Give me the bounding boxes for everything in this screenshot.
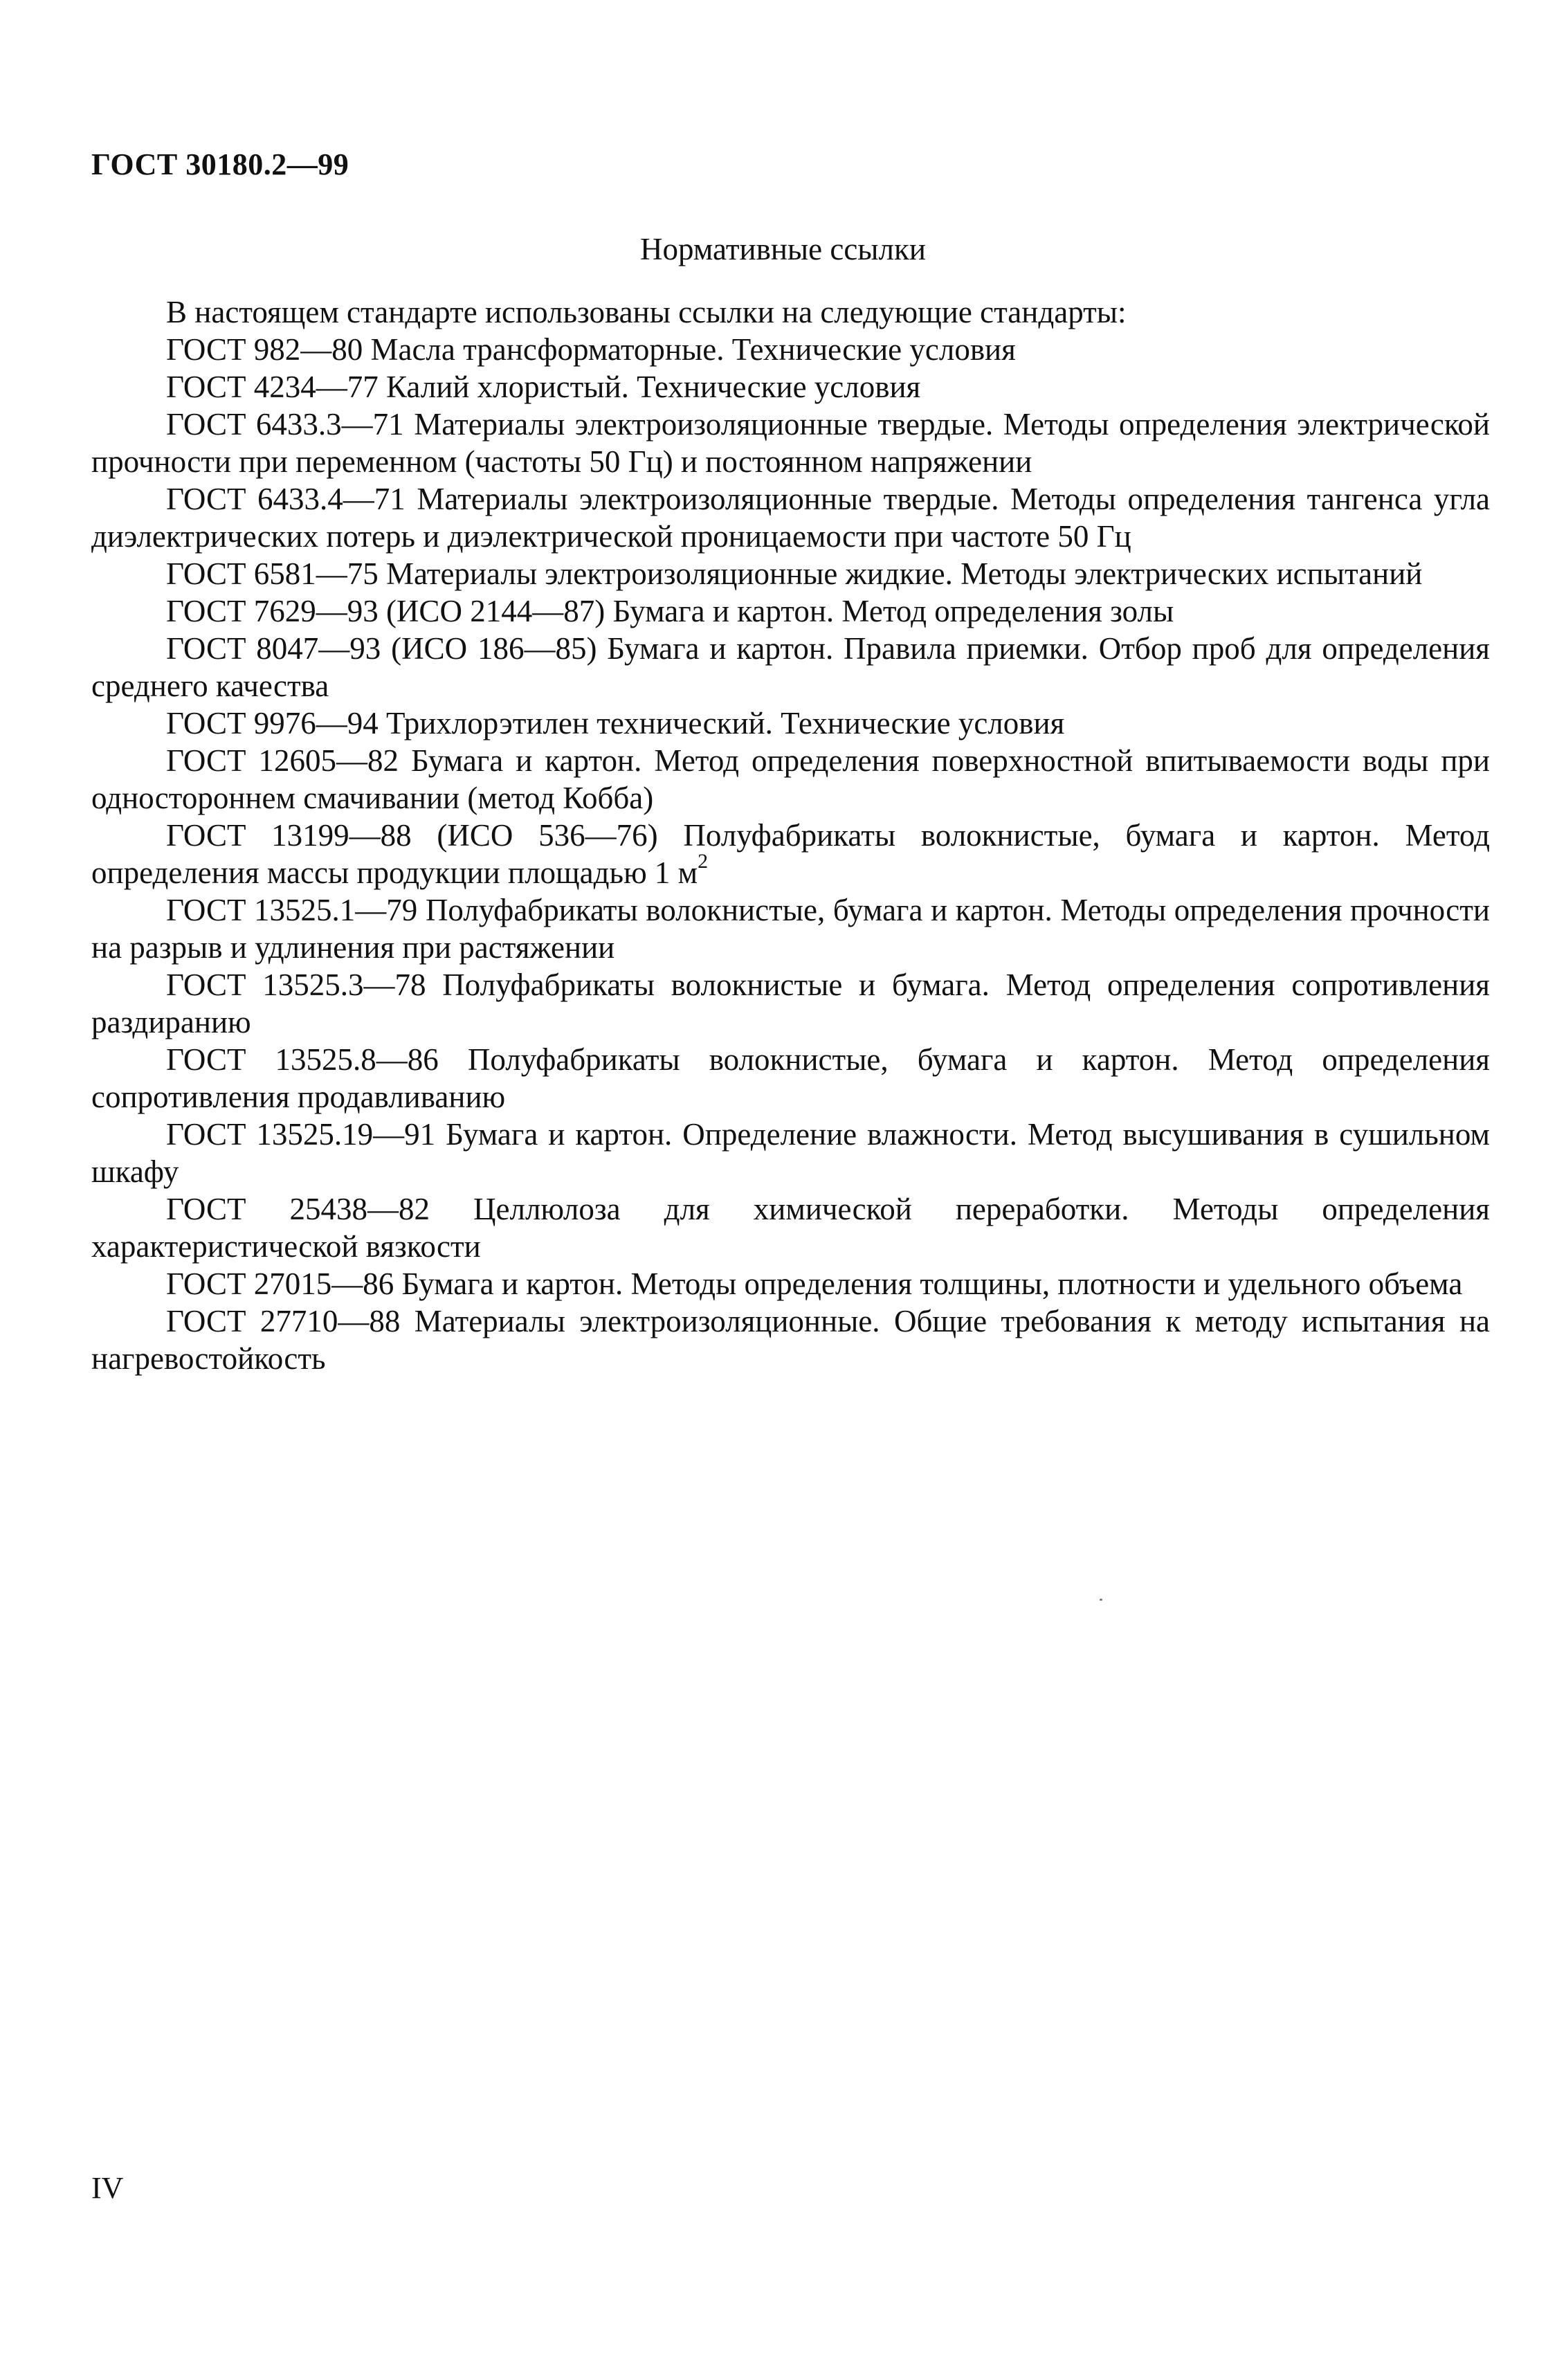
reference-item (91, 555, 1490, 592)
reference-number: ГОСТ 27015—86 (166, 1266, 394, 1301)
reference-title: Калий хлористый. Технические условия (385, 370, 921, 404)
reference-item (91, 1116, 1490, 1190)
reference-item (91, 891, 1490, 966)
reference-number: ГОСТ 4234—77 (166, 370, 379, 404)
reference-title: Бумага и картон. Правила приемки. Отбор проб для определения среднего качества (91, 631, 1490, 703)
references-intro: В настоящем стандарте использованы ссылки на следующие стандарты: (166, 295, 1127, 329)
reference-title: Полуфабрикаты волокнистые, бумага и картон. Методы определения прочности на разрыв и удлинения при растяжении (91, 893, 1491, 965)
page-number: IV (91, 2171, 124, 2205)
reference-number: ГОСТ 982—80 (166, 332, 363, 367)
reference-title: Бумага и картон. Метод определения золы (612, 594, 1174, 628)
reference-title: Материалы электроизоляционные твердые. Методы определения электрической прочности при переменном (частоты 50 Гц) и постоянном напряжении (91, 407, 1490, 479)
reference-number: ГОСТ 13525.8—86 (166, 1042, 439, 1077)
reference-title: Материалы электроизоляционные. Общие требования к методу испытания на нагревостойкость (91, 1304, 1490, 1376)
reference-title: Бумага и картон. Определение влажности. Метод высушивания в сушильном шкафу (91, 1117, 1490, 1189)
references-section (91, 293, 1490, 1377)
reference-title: Полуфабрикаты волокнистые, бумага и картон. Метод определения сопротивления продавливанию (91, 1042, 1490, 1114)
reference-item (91, 1041, 1490, 1116)
reference-item (91, 480, 1490, 555)
reference-number: ГОСТ 8047—93 (ИСО 186—85) (166, 631, 597, 666)
reference-number: ГОСТ 6581—75 (166, 556, 379, 591)
reference-superscript: 2 (698, 850, 709, 873)
reference-item (91, 406, 1490, 480)
reference-number: ГОСТ 12605—82 (166, 743, 399, 778)
reference-item (91, 630, 1490, 705)
reference-title: Бумага и картон. Методы определения толщины, плотности и удельного объема (401, 1266, 1463, 1301)
reference-title: Материалы электроизоляционные жидкие. Методы электрических испытаний (385, 556, 1423, 591)
reference-title: Полуфабрикаты волокнистые, бумага и картон. Метод определения массы продукции площадью 1 м (91, 818, 1491, 890)
reference-number: ГОСТ 27710—88 (166, 1304, 401, 1338)
reference-item (91, 705, 1490, 742)
reference-item (91, 1302, 1490, 1377)
reference-title: Целлюлоза для химической переработки. Методы определения характеристической вязкости (91, 1192, 1490, 1264)
reference-number: ГОСТ 13525.19—91 (166, 1117, 436, 1152)
reference-title: Бумага и картон. Метод определения поверхностной впитываемости воды при одностороннем смачивании (метод Кобба) (91, 743, 1490, 815)
reference-item (91, 742, 1490, 817)
scan-speck (1100, 1599, 1102, 1601)
reference-item (91, 1265, 1490, 1302)
reference-title: Трихлорэтилен технический. Технические условия (385, 706, 1065, 741)
reference-item (91, 817, 1490, 891)
reference-item (91, 368, 1490, 406)
reference-item (91, 592, 1490, 630)
reference-item (91, 1190, 1490, 1265)
reference-number: ГОСТ 9976—94 (166, 706, 379, 741)
reference-number: ГОСТ 13525.1—79 (166, 893, 418, 927)
reference-item (91, 331, 1490, 368)
reference-title: Масла трансформаторные. Технические условия (370, 332, 1016, 367)
references-list (91, 331, 1490, 1377)
reference-title: Полуфабрикаты волокнистые и бумага. Метод определения сопротивления раздиранию (91, 968, 1491, 1039)
section-title: Нормативные ссылки (640, 232, 926, 266)
reference-number: ГОСТ 6433.4—71 (166, 482, 406, 516)
reference-number: ГОСТ 7629—93 (ИСО 2144—87) (166, 594, 606, 628)
reference-number: ГОСТ 13199—88 (ИСО 536—76) (166, 818, 658, 853)
reference-number: ГОСТ 6433.3—71 (166, 407, 404, 442)
document-code-header: ГОСТ 30180.2—99 (91, 147, 349, 181)
reference-item (91, 966, 1490, 1041)
reference-number: ГОСТ 13525.3—78 (166, 968, 426, 1002)
reference-number: ГОСТ 25438—82 (166, 1192, 430, 1226)
reference-title: Материалы электроизоляционные твердые. Методы определения тангенса угла диэлектрических потерь и диэлектрической проницаемости при частоте 50 Гц (91, 482, 1490, 554)
